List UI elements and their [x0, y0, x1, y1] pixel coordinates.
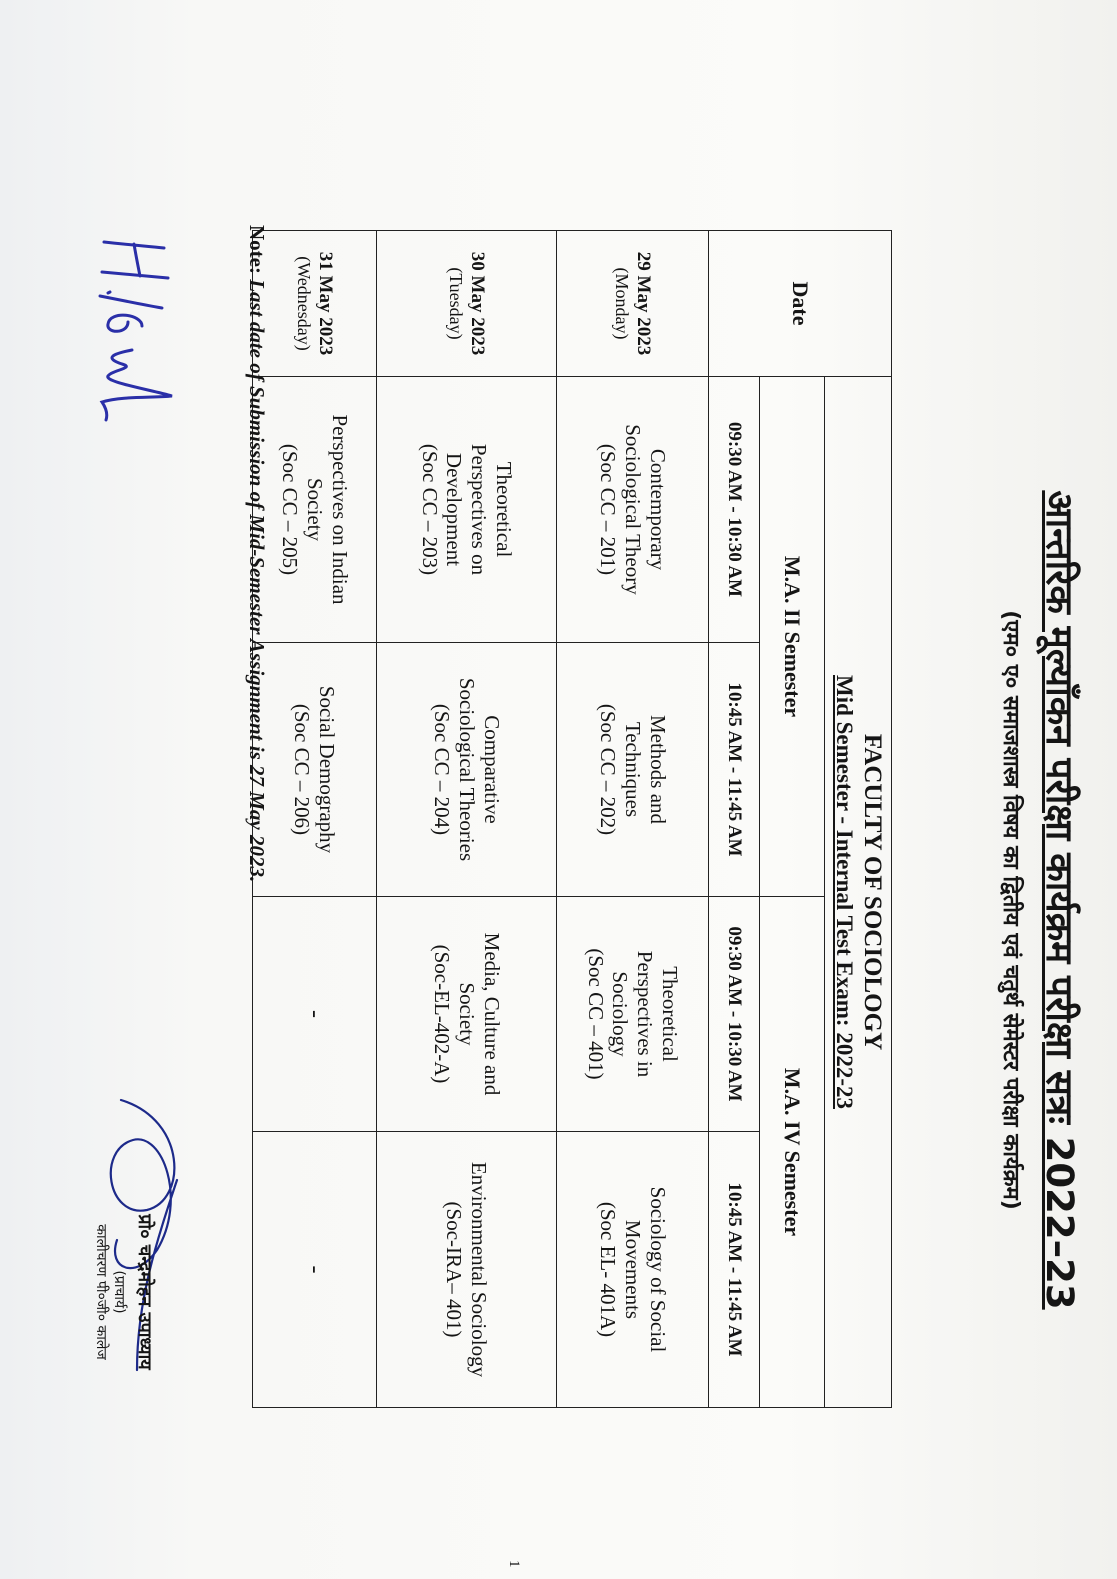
- table-row: [377, 231, 557, 1408]
- empty-course-cell: -: [253, 1132, 377, 1408]
- exam-day: (Tuesday): [445, 267, 466, 340]
- principal-role: (प्राचार्य): [111, 1270, 127, 1314]
- course-cell: Media, Culture and Society (Soc-EL-402-A): [377, 897, 557, 1132]
- course-cell: Comparative Sociological Theories (Soc CC – 204): [377, 643, 557, 897]
- date-cell: [557, 231, 709, 377]
- faculty-header: [825, 377, 892, 1408]
- submission-note: [244, 225, 269, 882]
- time-slot-header: 09:30 AM - 10:30 AM: [709, 377, 760, 643]
- exam-date: 29 May 2023: [633, 251, 655, 356]
- course-cell: Perspectives on Indian Society (Soc CC – 205): [253, 377, 377, 643]
- exam-date: 31 May 2023: [315, 251, 337, 356]
- date-cell: [377, 231, 557, 377]
- faculty-name: FACULTY OF SOCIOLOGY: [858, 733, 886, 1051]
- principal-name: प्रो० चन्द्रमोहन उपाध्याय: [134, 1214, 155, 1370]
- handwritten-initials: [72, 230, 192, 430]
- note-label: Note:: [245, 225, 269, 274]
- semester-header-ma-ii: M.A. II Semester: [760, 377, 825, 897]
- course-cell: Methods and Techniques (Soc CC – 202): [557, 643, 709, 897]
- empty-course-cell: -: [253, 897, 377, 1132]
- time-slot-header: 10:45 AM - 11:45 AM: [709, 1132, 760, 1408]
- table-row: [557, 231, 709, 1408]
- date-cell: [253, 231, 377, 377]
- exam-day: (Wednesday): [293, 256, 314, 351]
- semester-header-ma-iv: M.A. IV Semester: [760, 897, 825, 1408]
- course-cell: Environmental Sociology (Soc-IRA– 401): [377, 1132, 557, 1408]
- time-slot-header: 10:45 AM - 11:45 AM: [709, 643, 760, 897]
- exam-schedule-table: [252, 230, 892, 1408]
- course-cell: Theoretical Perspectives on Development (Soc CC – 203): [377, 377, 557, 643]
- exam-name: Mid Semester - Internal Test Exam: 2022-23: [831, 675, 857, 1109]
- exam-day: (Monday): [611, 267, 632, 340]
- table-row: [253, 231, 377, 1408]
- college-name: कालीचरण पी०जी० कालेज: [93, 1224, 109, 1360]
- time-slot-header: 09:30 AM - 10:30 AM: [709, 897, 760, 1132]
- page-subtitle: (एम० ए० समाजशास्त्र विषय का द्वितीय एवं चतुर्थ सेमेस्टर परीक्षा कार्यक्रम): [998, 610, 1023, 1210]
- course-cell: Sociology of Social Movements (Soc EL- 401A): [557, 1132, 709, 1408]
- page-number: 1: [506, 1560, 522, 1568]
- note-text: Last date of Submission of Mid-Semester Assignment is 27 May 2023.: [245, 279, 269, 883]
- exam-date: 30 May 2023: [467, 251, 489, 356]
- date-column-header: Date: [709, 231, 892, 377]
- course-cell: Contemporary Sociological Theory (Soc CC – 201): [557, 377, 709, 643]
- page-title: आन्तरिक मूल्याँकन परीक्षा कार्यक्रम परीक्षा सत्रः 2022–23: [1038, 490, 1081, 1310]
- course-cell: Theoretical Perspectives in Sociology (Soc CC – 401): [557, 897, 709, 1132]
- course-cell: Social Demography (Soc CC – 206): [253, 643, 377, 897]
